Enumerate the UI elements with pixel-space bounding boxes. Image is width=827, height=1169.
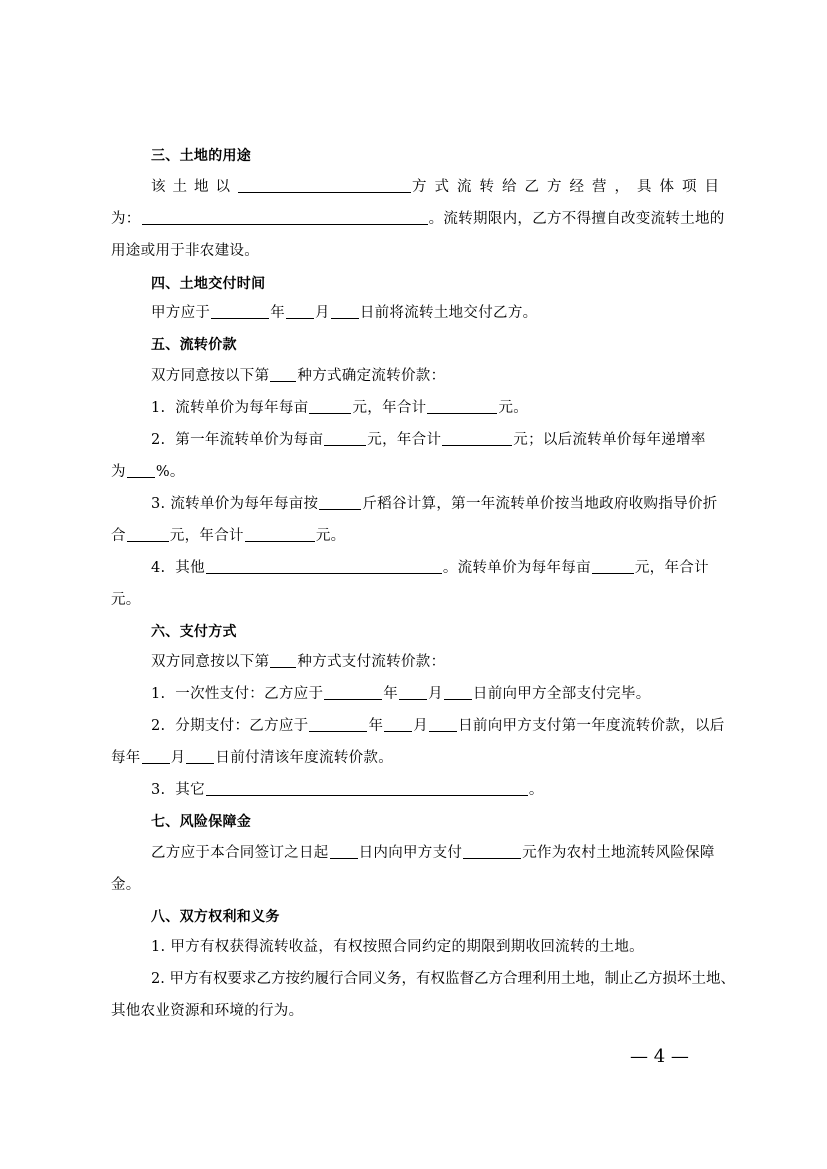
paragraph-line: 每年 月 日前付清该年度流转价款。 — [111, 750, 394, 766]
section-heading-risk-deposit: 七、风险保障金 — [151, 814, 252, 830]
blank-unit-price[interactable] — [324, 430, 366, 446]
blank-other-method[interactable] — [206, 558, 442, 574]
blank-day[interactable] — [444, 684, 472, 700]
list-item: 1. 一次性支付：乙方应于 年 月 日前向甲方全部支付完毕。 — [151, 686, 651, 702]
blank-year[interactable] — [324, 684, 382, 700]
list-item: 1. 甲方有权获得流转收益，有权按照合同约定的期限到期收回流转的土地。 — [151, 939, 644, 955]
paragraph-line: 甲方应于 年 月 日前将流转土地交付乙方。 — [151, 305, 538, 321]
paragraph-line: 合 元，年合计 元。 — [111, 528, 346, 544]
list-item: 2. 甲方有权要求乙方按约履行合同义务，有权监督乙方合理利用土地，制止乙方损坏土地、 — [151, 971, 735, 987]
blank-price[interactable] — [127, 526, 169, 542]
blank-annual-total[interactable] — [442, 430, 512, 446]
blank-annual-total[interactable] — [245, 526, 315, 542]
paragraph-line: 为 %。 — [111, 464, 185, 480]
list-item: 4. 其他 。流转单价为每年每亩 元，年合计 — [151, 560, 709, 576]
paragraph-line: 该土地以 方式流转给乙方经营，具体项目 — [151, 179, 727, 195]
blank-month[interactable] — [286, 303, 314, 319]
blank-days[interactable] — [330, 843, 358, 859]
section-heading-rights-obligations: 八、双方权利和义务 — [151, 909, 280, 925]
paragraph-line: 用途或用于非农建设。 — [111, 243, 259, 259]
blank-year[interactable] — [309, 716, 367, 732]
blank-transfer-method[interactable] — [238, 177, 411, 193]
section-heading-transfer-price: 五、流转价款 — [151, 337, 237, 353]
blank-month[interactable] — [384, 716, 412, 732]
blank-deposit-amount[interactable] — [463, 843, 521, 859]
paragraph-line: 元。 — [111, 592, 141, 608]
section-heading-payment-method: 六、支付方式 — [151, 624, 237, 640]
list-item: 3. 其它 。 — [151, 782, 544, 798]
section-heading-land-use: 三、土地的用途 — [151, 148, 252, 164]
blank-increase-rate[interactable] — [127, 462, 155, 478]
blank-day[interactable] — [186, 748, 214, 764]
blank-unit-price[interactable] — [309, 398, 351, 414]
blank-month[interactable] — [399, 684, 427, 700]
blank-unit-price[interactable] — [592, 558, 634, 574]
list-item: 2. 分期支付：乙方应于 年 月 日前向甲方支付第一年度流转价款，以后 — [151, 718, 725, 734]
paragraph-line: 其他农业资源和环境的行为。 — [111, 1003, 304, 1019]
blank-annual-total[interactable] — [427, 398, 497, 414]
paragraph-line: 为： 。流转期限内，乙方不得擅自改变流转土地的 — [111, 211, 725, 227]
blank-rice-weight[interactable] — [319, 494, 361, 510]
blank-option-number[interactable] — [270, 652, 296, 668]
paragraph-line: 双方同意按以下第 种方式支付流转价款： — [151, 654, 446, 670]
blank-option-number[interactable] — [270, 366, 296, 382]
blank-other-payment[interactable] — [206, 780, 528, 796]
blank-project[interactable] — [142, 209, 428, 225]
section-heading-delivery-time: 四、土地交付时间 — [151, 276, 266, 292]
blank-year[interactable] — [211, 303, 269, 319]
page-number: — 4 — — [630, 1046, 689, 1067]
list-item: 3. 流转单价为每年每亩按 斤稻谷计算，第一年流转单价按当地政府收购指导价折 — [151, 496, 718, 512]
paragraph-line: 乙方应于本合同签订之日起 日内向甲方支付 元作为农村土地流转风险保障 — [151, 845, 715, 861]
list-item: 2. 第一年流转单价为每亩 元，年合计 元；以后流转单价每年递增率 — [151, 432, 706, 448]
list-item: 1. 流转单价为每年每亩 元，年合计 元。 — [151, 400, 529, 416]
paragraph-line: 金。 — [111, 877, 141, 893]
paragraph-line: 双方同意按以下第 种方式确定流转价款： — [151, 368, 446, 384]
blank-day[interactable] — [429, 716, 457, 732]
blank-day[interactable] — [331, 303, 359, 319]
blank-month[interactable] — [142, 748, 170, 764]
